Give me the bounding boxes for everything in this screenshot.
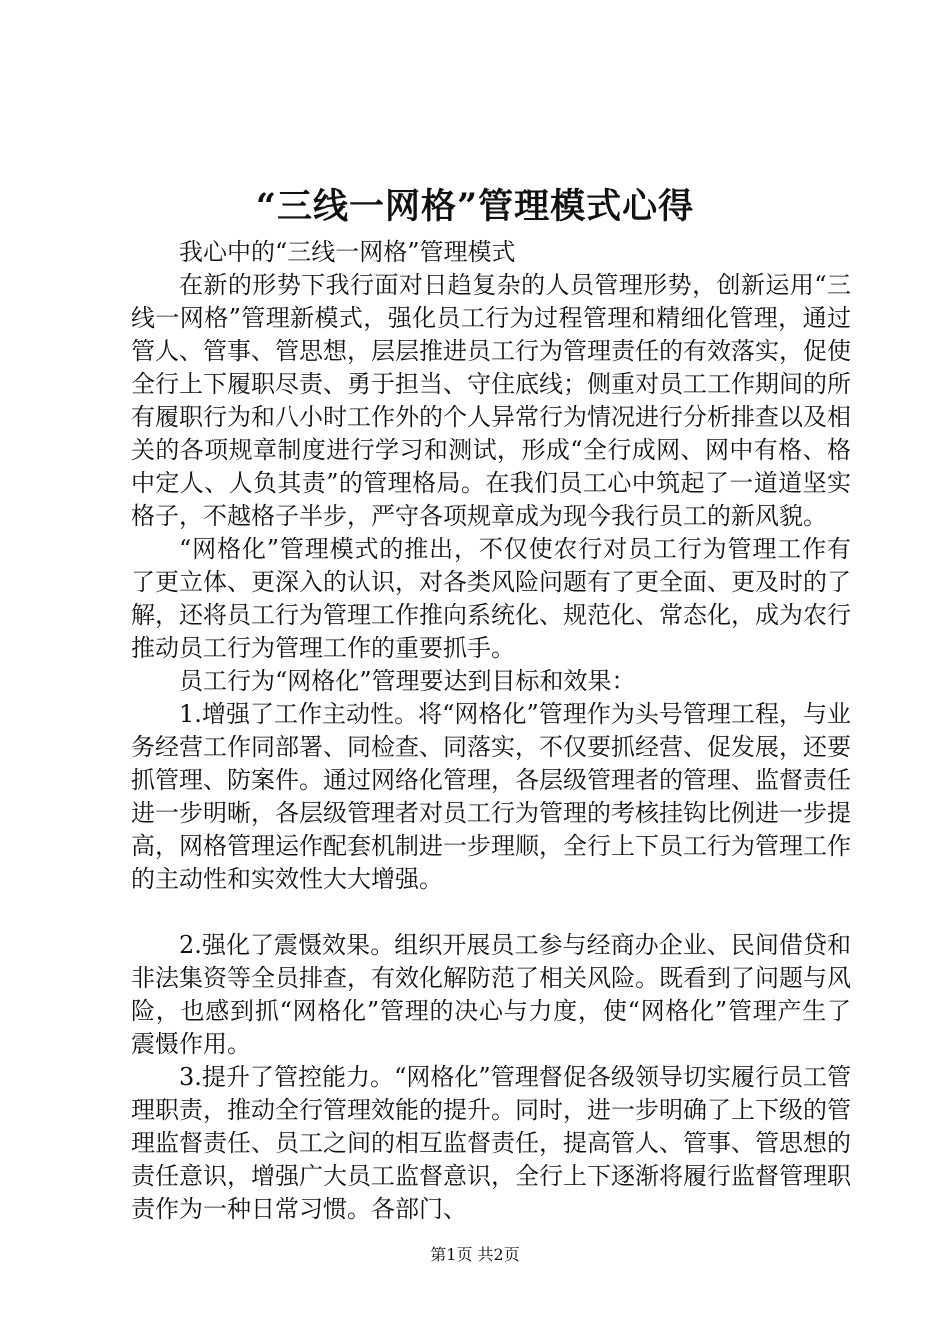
paragraph-grid-mode: “网格化”管理模式的推出，不仅使农行对员工行为管理工作有了更立体、更深入的认识，对各类风险问题有了更全面、更及时的了解，还将员工行为管理工作推向系统化、规范化、常态化，成为农行推动员工行为管理工作的重要抓手。 [131, 535, 851, 662]
paragraph-subtitle: 我心中的“三线一网格”管理模式 [179, 238, 516, 266]
paragraph-intro: 在新的形势下我行面对日趋复杂的人员管理形势，创新运用“三线一网格”管理新模式，强化员工行为过程管理和精细化管理，通过管人、管事、管思想，层层推进员工行为管理责任的有效落实，促使全行上下履职尽责、勇于担当、守住底线；侧重对员工工作期间的所有履职行为和八小时工作外的个人异常行为情况进行分析排查以及相关的各项规章制度进行学习和测试，形成“全行成网、网中有格、格中定人、人负其责”的管理格局。在我们员工心中筑起了一道道坚实格子，不越格子半步，严守各项规章成为现今我行员工的新风貌。 [131, 271, 851, 530]
document-title: “三线一网格”管理模式心得 [255, 186, 695, 227]
paragraph-point-1: 1.增强了工作主动性。将“网格化”管理作为头号管理工程，与业务经营工作同部署、同检查、同落实，不仅要抓经营、促发展，还要抓管理、防案件。通过网络化管理，各层级管理者的管理、监督责任进一步明晰，各层级管理者对员工行为管理的考核挂钩比例进一步提高，网格管理运作配套机制进一步理顺，全行上下员工行为管理工作的主动性和实效性大大增强。 [131, 700, 851, 893]
paragraph-spacer [131, 896, 851, 929]
paragraph-point-2: 2.强化了震慑效果。组织开展员工参与经商办企业、民间借贷和非法集资等全员排查，有效化解防范了相关风险。既看到了问题与风险，也感到抓“网格化”管理的决心与力度，使“网格化”管理产生了震慑作用。 [131, 931, 851, 1058]
paragraph-goals-heading: 员工行为“网格化”管理要达到目标和效果： [179, 667, 636, 695]
page-number-footer: 第1页 共2页 [430, 1245, 520, 1264]
paragraph-point-3: 3.提升了管控能力。“网格化”管理督促各级领导切实履行员工管理职责，推动全行管理效能的提升。同时，进一步明确了上下级的管理监督责任、员工之间的相互监督责任，提高管人、管事、管思想的责任意识，增强广大员工监督意识，全行上下逐渐将履行监督管理职责作为一种日常习惯。各部门、 [131, 1063, 851, 1223]
document-body [131, 236, 851, 1226]
